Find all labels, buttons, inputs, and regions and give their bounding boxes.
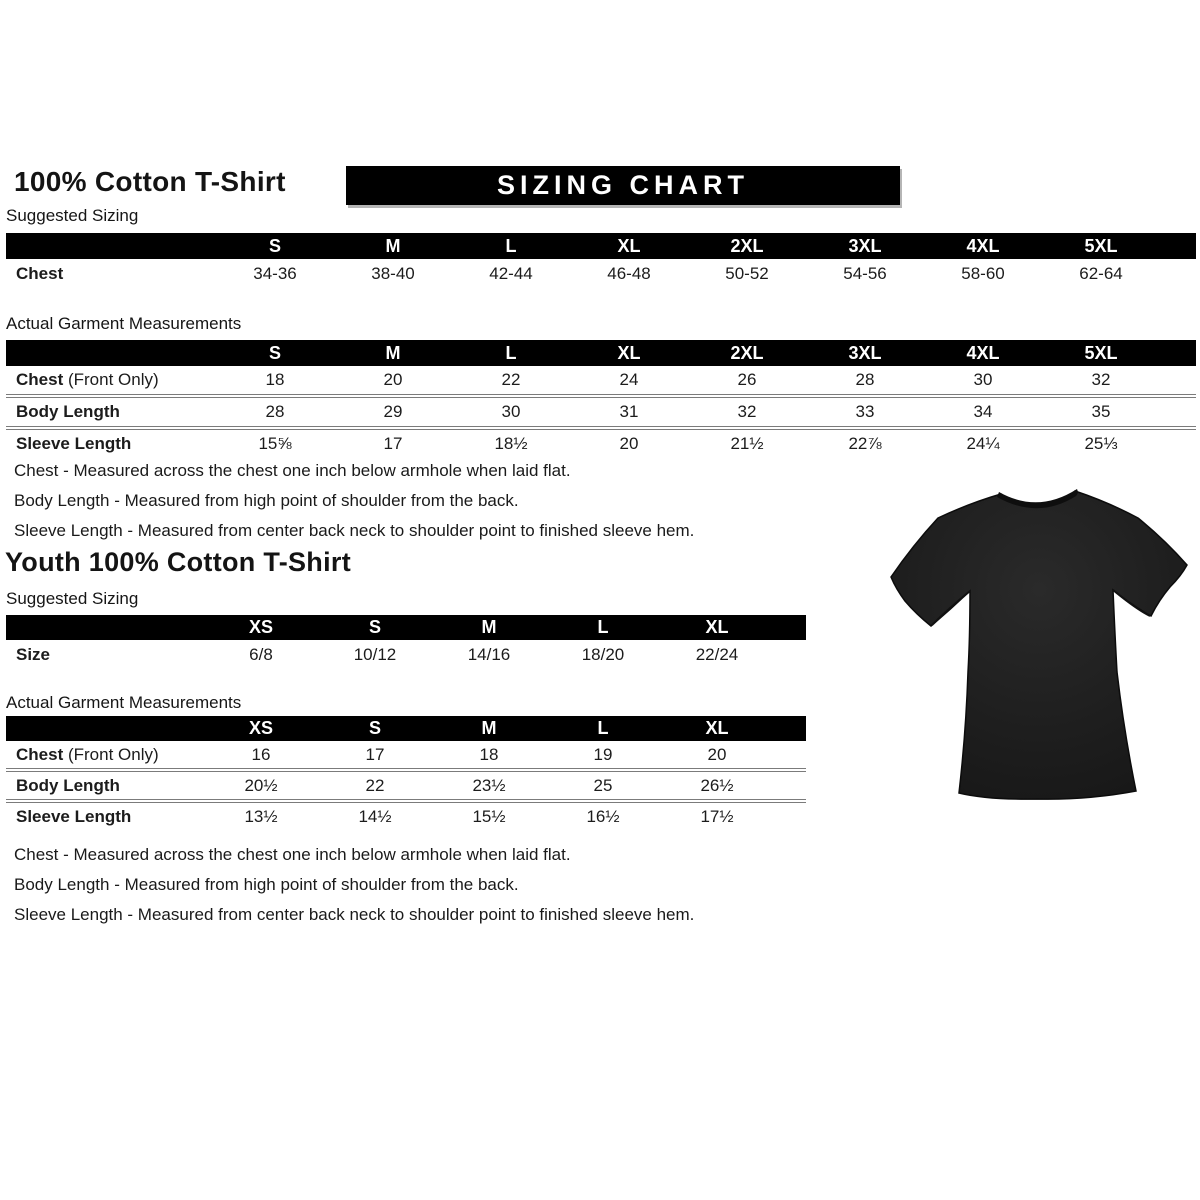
measurement-note-body-length: Body Length - Measured from high point of shoulder from the back. <box>14 491 519 510</box>
value-cell: 42-44 <box>489 264 533 283</box>
column-header: XS <box>248 718 273 738</box>
column-header: XS <box>248 617 273 637</box>
value-cell: 31 <box>619 402 639 421</box>
value-cell: 10/12 <box>353 644 397 664</box>
value-cell: 16½ <box>586 806 620 826</box>
value-cell: 22 <box>365 775 385 795</box>
value-cell: 22 <box>501 370 521 389</box>
value-cell: 14½ <box>358 806 392 826</box>
youth-actual-measurements-label: Actual Garment Measurements <box>6 693 242 712</box>
black-tshirt-image <box>886 477 1196 809</box>
measurement-note-sleeve-length: Sleeve Length - Measured from center back neck to shoulder point to finished sleeve hem. <box>14 521 695 540</box>
youth-actual-measurements-table <box>6 716 806 830</box>
value-cell: 34-36 <box>253 264 297 283</box>
table-header-row <box>6 340 1196 366</box>
column-header: 4XL <box>966 342 1000 363</box>
table-header-row <box>6 716 806 741</box>
column-header: M <box>481 718 497 738</box>
value-cell: 19 <box>593 744 613 764</box>
column-header: S <box>268 342 281 363</box>
table-row <box>6 259 1196 289</box>
youth-suggested-sizing-label: Suggested Sizing <box>6 589 139 608</box>
value-cell: 24 <box>619 370 639 389</box>
table-row <box>6 799 806 830</box>
value-cell: 22⅞ <box>848 434 882 453</box>
column-header: S <box>268 235 281 256</box>
adult-actual-measurements-table <box>6 340 1196 458</box>
value-cell: 26½ <box>700 775 734 795</box>
value-cell: 32 <box>1091 370 1111 389</box>
value-cell: 15½ <box>472 806 506 826</box>
value-cell: 25⅓ <box>1084 434 1118 453</box>
table-header-row <box>6 233 1196 259</box>
column-header: M <box>385 342 401 363</box>
value-cell: 50-52 <box>725 264 769 283</box>
column-header: XL <box>705 617 729 637</box>
value-cell: 20½ <box>244 775 278 795</box>
column-header: 5XL <box>1084 235 1118 256</box>
value-cell: 18/20 <box>581 644 625 664</box>
measurement-note-chest: Chest - Measured across the chest one inch below armhole when laid flat. <box>14 461 571 480</box>
youth-measurement-notes <box>14 840 694 930</box>
measurement-note-chest: Chest - Measured across the chest one inch below armhole when laid flat. <box>14 845 571 864</box>
column-header: XL <box>617 342 641 363</box>
table-row <box>6 394 1196 426</box>
value-cell: 17½ <box>700 806 734 826</box>
table-header-row <box>6 615 806 640</box>
value-cell: 18 <box>479 744 499 764</box>
column-header: 3XL <box>848 342 882 363</box>
value-cell: 28 <box>855 370 875 389</box>
value-cell: 33 <box>855 402 875 421</box>
row-label: Chest (Front Only) <box>16 370 159 389</box>
row-label: Body Length <box>16 402 120 421</box>
measurement-note-sleeve-length: Sleeve Length - Measured from center back neck to shoulder point to finished sleeve hem. <box>14 905 695 924</box>
value-cell: 17 <box>383 434 403 453</box>
table-row <box>6 741 806 768</box>
column-header: 4XL <box>966 235 1000 256</box>
measurement-note-body-length: Body Length - Measured from high point of shoulder from the back. <box>14 875 519 894</box>
value-cell: 21½ <box>730 434 764 453</box>
table-row <box>6 426 1196 458</box>
youth-section-title: Youth 100% Cotton T-Shirt <box>5 547 351 577</box>
column-header: S <box>368 718 381 738</box>
value-cell: 22/24 <box>695 644 739 664</box>
value-cell: 25 <box>593 775 613 795</box>
column-header: L <box>597 617 609 637</box>
value-cell: 58-60 <box>961 264 1005 283</box>
value-cell: 54-56 <box>843 264 887 283</box>
value-cell: 30 <box>501 402 521 421</box>
column-header: M <box>481 617 497 637</box>
value-cell: 28 <box>265 402 285 421</box>
value-cell: 20 <box>707 744 727 764</box>
column-header: 2XL <box>730 342 764 363</box>
column-header: 2XL <box>730 235 764 256</box>
value-cell: 13½ <box>244 806 278 826</box>
value-cell: 46-48 <box>607 264 651 283</box>
value-cell: 20 <box>383 370 403 389</box>
value-cell: 18 <box>265 370 285 389</box>
adult-actual-measurements-label: Actual Garment Measurements <box>6 314 242 333</box>
row-label: Sleeve Length <box>16 806 132 826</box>
value-cell: 62-64 <box>1079 264 1123 283</box>
value-cell: 29 <box>383 402 403 421</box>
column-header: 3XL <box>848 235 882 256</box>
value-cell: 15⅝ <box>258 434 292 453</box>
column-header: 5XL <box>1084 342 1118 363</box>
value-cell: 32 <box>737 402 757 421</box>
youth-suggested-sizing-table <box>6 615 806 669</box>
table-row <box>6 768 806 799</box>
row-label: Sleeve Length <box>16 434 132 453</box>
adult-measurement-notes <box>14 456 694 546</box>
column-header: XL <box>705 718 729 738</box>
value-cell: 14/16 <box>467 644 511 664</box>
value-cell: 34 <box>973 402 993 421</box>
value-cell: 20 <box>619 434 639 453</box>
value-cell: 38-40 <box>371 264 415 283</box>
column-header: S <box>368 617 381 637</box>
tshirt-body <box>891 491 1187 799</box>
row-label: Body Length <box>16 775 120 795</box>
value-cell: 26 <box>737 370 757 389</box>
row-label: Size <box>16 644 51 664</box>
adult-suggested-sizing-table <box>6 233 1196 289</box>
row-label: Chest (Front Only) <box>16 744 159 764</box>
adult-suggested-sizing-label: Suggested Sizing <box>6 206 139 225</box>
value-cell: 24¼ <box>966 434 1000 453</box>
value-cell: 35 <box>1091 402 1111 421</box>
value-cell: 18½ <box>494 434 528 453</box>
table-row <box>6 366 1196 394</box>
column-header: L <box>505 342 517 363</box>
value-cell: 30 <box>973 370 993 389</box>
column-header: L <box>597 718 609 738</box>
table-row <box>6 640 806 669</box>
value-cell: 6/8 <box>249 644 273 664</box>
value-cell: 16 <box>251 744 271 764</box>
page-title: 100% Cotton T-Shirt <box>14 166 286 197</box>
tshirt-graphic <box>886 477 1196 809</box>
column-header: XL <box>617 235 641 256</box>
value-cell: 23½ <box>472 775 506 795</box>
value-cell: 17 <box>365 744 385 764</box>
row-label: Chest <box>16 264 64 283</box>
column-header: L <box>505 235 517 256</box>
column-header: M <box>385 235 401 256</box>
sizing-chart-banner: SIZING CHART <box>346 166 900 205</box>
